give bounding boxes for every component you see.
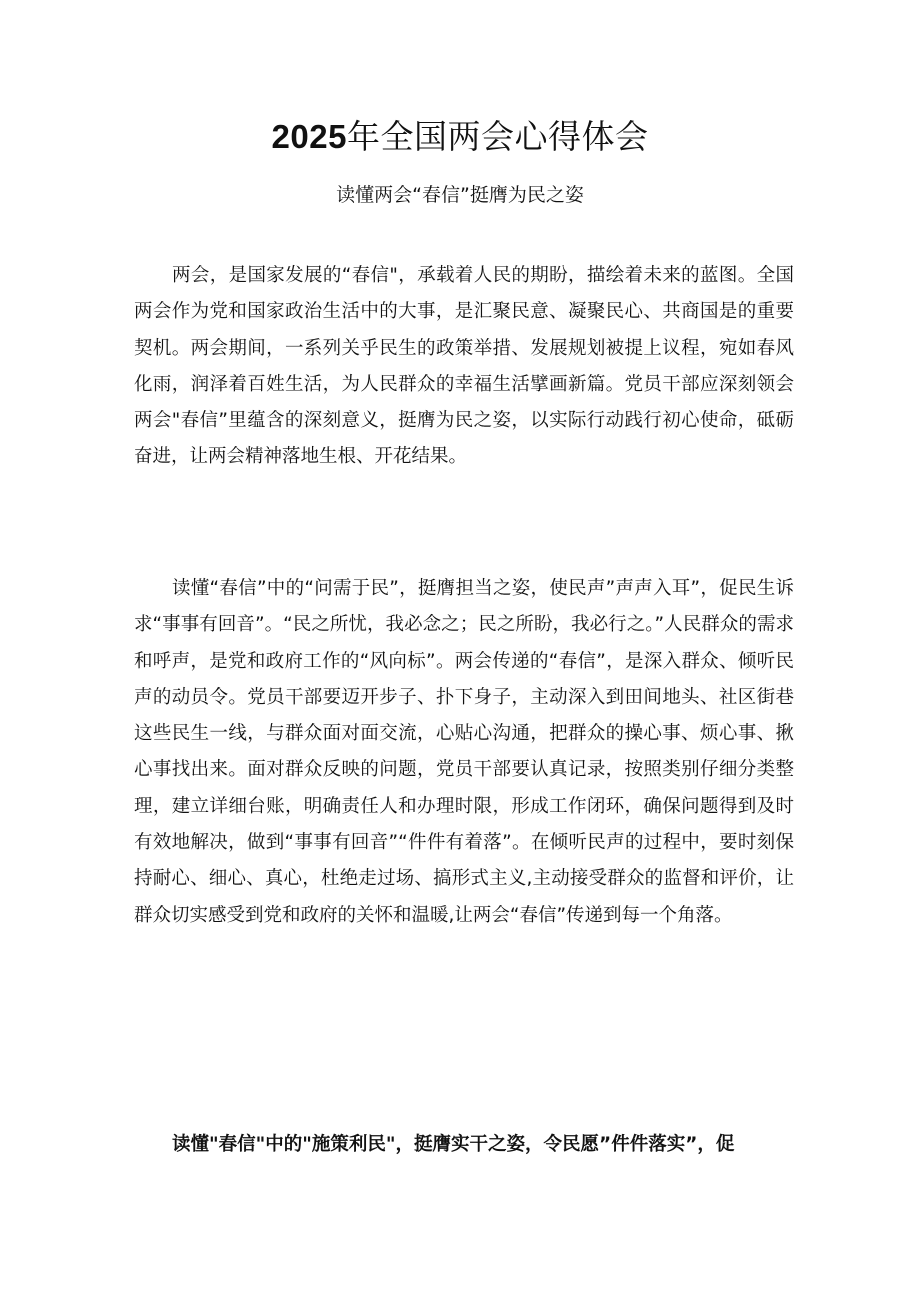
paragraph-intro: 两会，是国家发展的“春信"，承载着人民的期盼，描绘着未来的蓝图。全国两会作为党和国家政治生活中的大事，是汇聚民意、凝聚民心、共商国是的重要契机。两会期间，一系列关乎民生的政策举措、发展规划被提上议程，宛如春风化雨，润泽着百姓生活，为人民群众的幸福生活擘画新篇。党员干部应深刻领会两会"春信”里蕴含的深刻意义，挺膺为民之姿，以实际行动践行初心使命，砥砺奋进，让两会精神落地生根、开花结果。 (134, 265, 794, 468)
document-title (0, 112, 920, 162)
paragraph-listen-to-people: 读懂“春信”中的“问需于民”，挺膺担当之姿，使民声”声声入耳”，促民生诉求“事事有回音”。“民之所忧，我必念之；民之所盼，我必行之。”人民群众的需求和呼声，是党和政府工作的“风向标”。两会传递的“春信”，是深入群众、倾听民声的动员令。党员干部要迈开步子、扑下身子，主动深入到田间地头、社区街巷这些民生一线，与群众面对面交流，心贴心沟通，把群众的操心事、烦心事、揪心事找出来。面对群众反映的问题，党员干部要认真记录，按照类别仔细分类整理，建立详细台账，明确责任人和办理时限，形成工作闭环，确保问题得到及时有效地解决，做到“事事有回音”“件件有着落”。在倾听民声的过程中，要时刻保持耐心、细心、真心，杜绝走过场、搞形式主义,主动接受群众的监督和评价，让群众切实感受到党和政府的关怀和温暖,让两会“春信”传递到每一个角落。 (134, 578, 794, 926)
document-subtitle: 读懂两会“春信”挺膺为民之姿 (336, 184, 584, 206)
title-text: 年全国两会心得体会 (346, 117, 649, 156)
title-year: 2025 (271, 118, 347, 155)
paragraph-policy-benefit: 读懂"春信"中的"施策利民"，挺膺实干之姿，令民愿”件件落实”，促 (172, 1134, 735, 1155)
